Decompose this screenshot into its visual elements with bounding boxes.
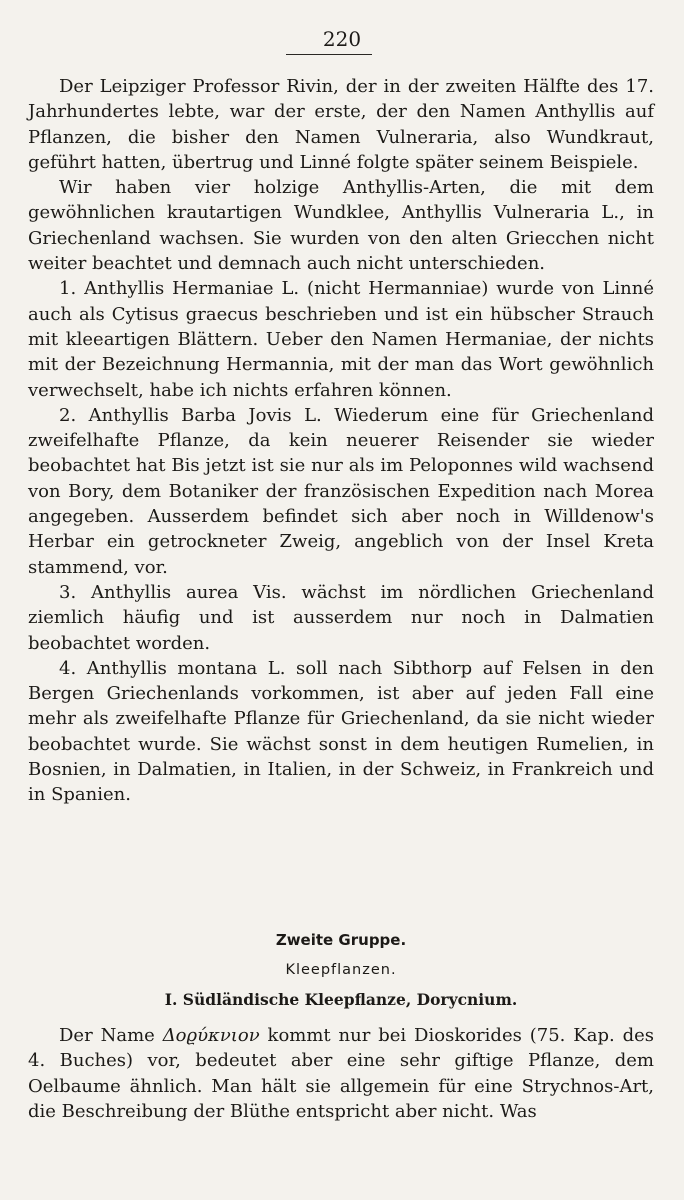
paragraph-anthyllis-montana: 4. Anthyllis montana L. soll nach Sibthorp auf Felsen in den Bergen Griechenlands vorkommen, ist aber auf jeden Fall eine mehr als zweifelhafte Pflanze für Griechenland, da sie nicht wieder beobachtet wurde. Sie wächst sonst in dem heutigen Rumelien, in Bosnien, in Dalmatien, in Italien, in der Schweiz, in Frankreich und in Spanien.	[28, 657, 654, 806]
closing-text-start: Der Name	[59, 1025, 163, 1046]
paragraph-anthyllis-species: Wir haben vier holzige Anthyllis-Arten, die mit dem gewöhnlichen krautartigen Wundklee, Anthyllis Vulneraria L., in Griechenland wachsen. Sie wurden von den alten Griecchen nicht weiter beachtet und demnach auch nicht unterschieden.	[28, 177, 654, 275]
body-text	[28, 74, 654, 808]
greek-word: Δοϱύκνιον	[162, 1025, 260, 1046]
group-heading: Zweite Gruppe.	[275, 931, 407, 949]
paragraph-anthyllis-aurea: 3. Anthyllis aurea Vis. wächst im nördlichen Griechenland ziemlich häufig und ist ausserdem nur noch in Dalmatien beobachtet worden.	[28, 581, 654, 654]
page-number-rule	[286, 54, 372, 55]
section-title: I. Südländische Kleepflanze, Dorycnium.	[164, 990, 518, 1009]
paragraph-rivin: Der Leipziger Professor Rivin, der in der zweiten Hälfte des 17. Jahrhundertes lebte, war der erste, der den Namen Anthyllis auf Pflanzen, die bisher den Namen Vulneraria, also Wundkraut, geführt hatten, übertrug und Linné folgte später seinem Beispiele.	[28, 76, 654, 173]
paragraph-anthyllis-barba-jovis: 2. Anthyllis Barba Jovis L. Wiederum eine für Griechenland zweifelhafte Pflanze, da kein neuerer Reisender sie wieder beobachtet hat Bis jetzt ist sie nur als im Peloponnes wild wachsend von Bory, dem Botaniker der französischen Expedition nach Morea angegeben. Ausserdem befindet sich aber noch in Willdenow's Herbar ein getrockneter Zweig, angeblich von der Insel Kreta stammend, vor.	[28, 404, 654, 578]
sub-heading: Kleepflanzen.	[285, 962, 397, 978]
paragraph-anthyllis-hermaniae: 1. Anthyllis Hermaniae L. (nicht Hermanniae) wurde von Linné auch als Cytisus graecus beschrieben und ist ein hübscher Strauch mit kleeartigen Blättern. Ueber den Namen Hermaniae, der nichts mit der Bezeichnung Hermannia, mit der man das Wort gewöhnlich verwechselt, habe ich nichts erfahren können.	[28, 278, 654, 401]
closing-paragraph-block	[28, 1023, 654, 1124]
section-headings	[28, 930, 654, 1010]
page-number: 220	[322, 27, 362, 51]
paragraph-dorycnium	[28, 1023, 654, 1124]
closing-text-rest: kommt nur bei Dioskorides (75. Kap. des 4. Buches) vor, bedeutet aber eine sehr giftige Pflanze, dem Oelbaume ähnlich. Man hält sie allgemein für eine Strychnos-Art, die Beschreibung der Blüthe entspricht aber nicht. Was	[28, 1025, 654, 1122]
